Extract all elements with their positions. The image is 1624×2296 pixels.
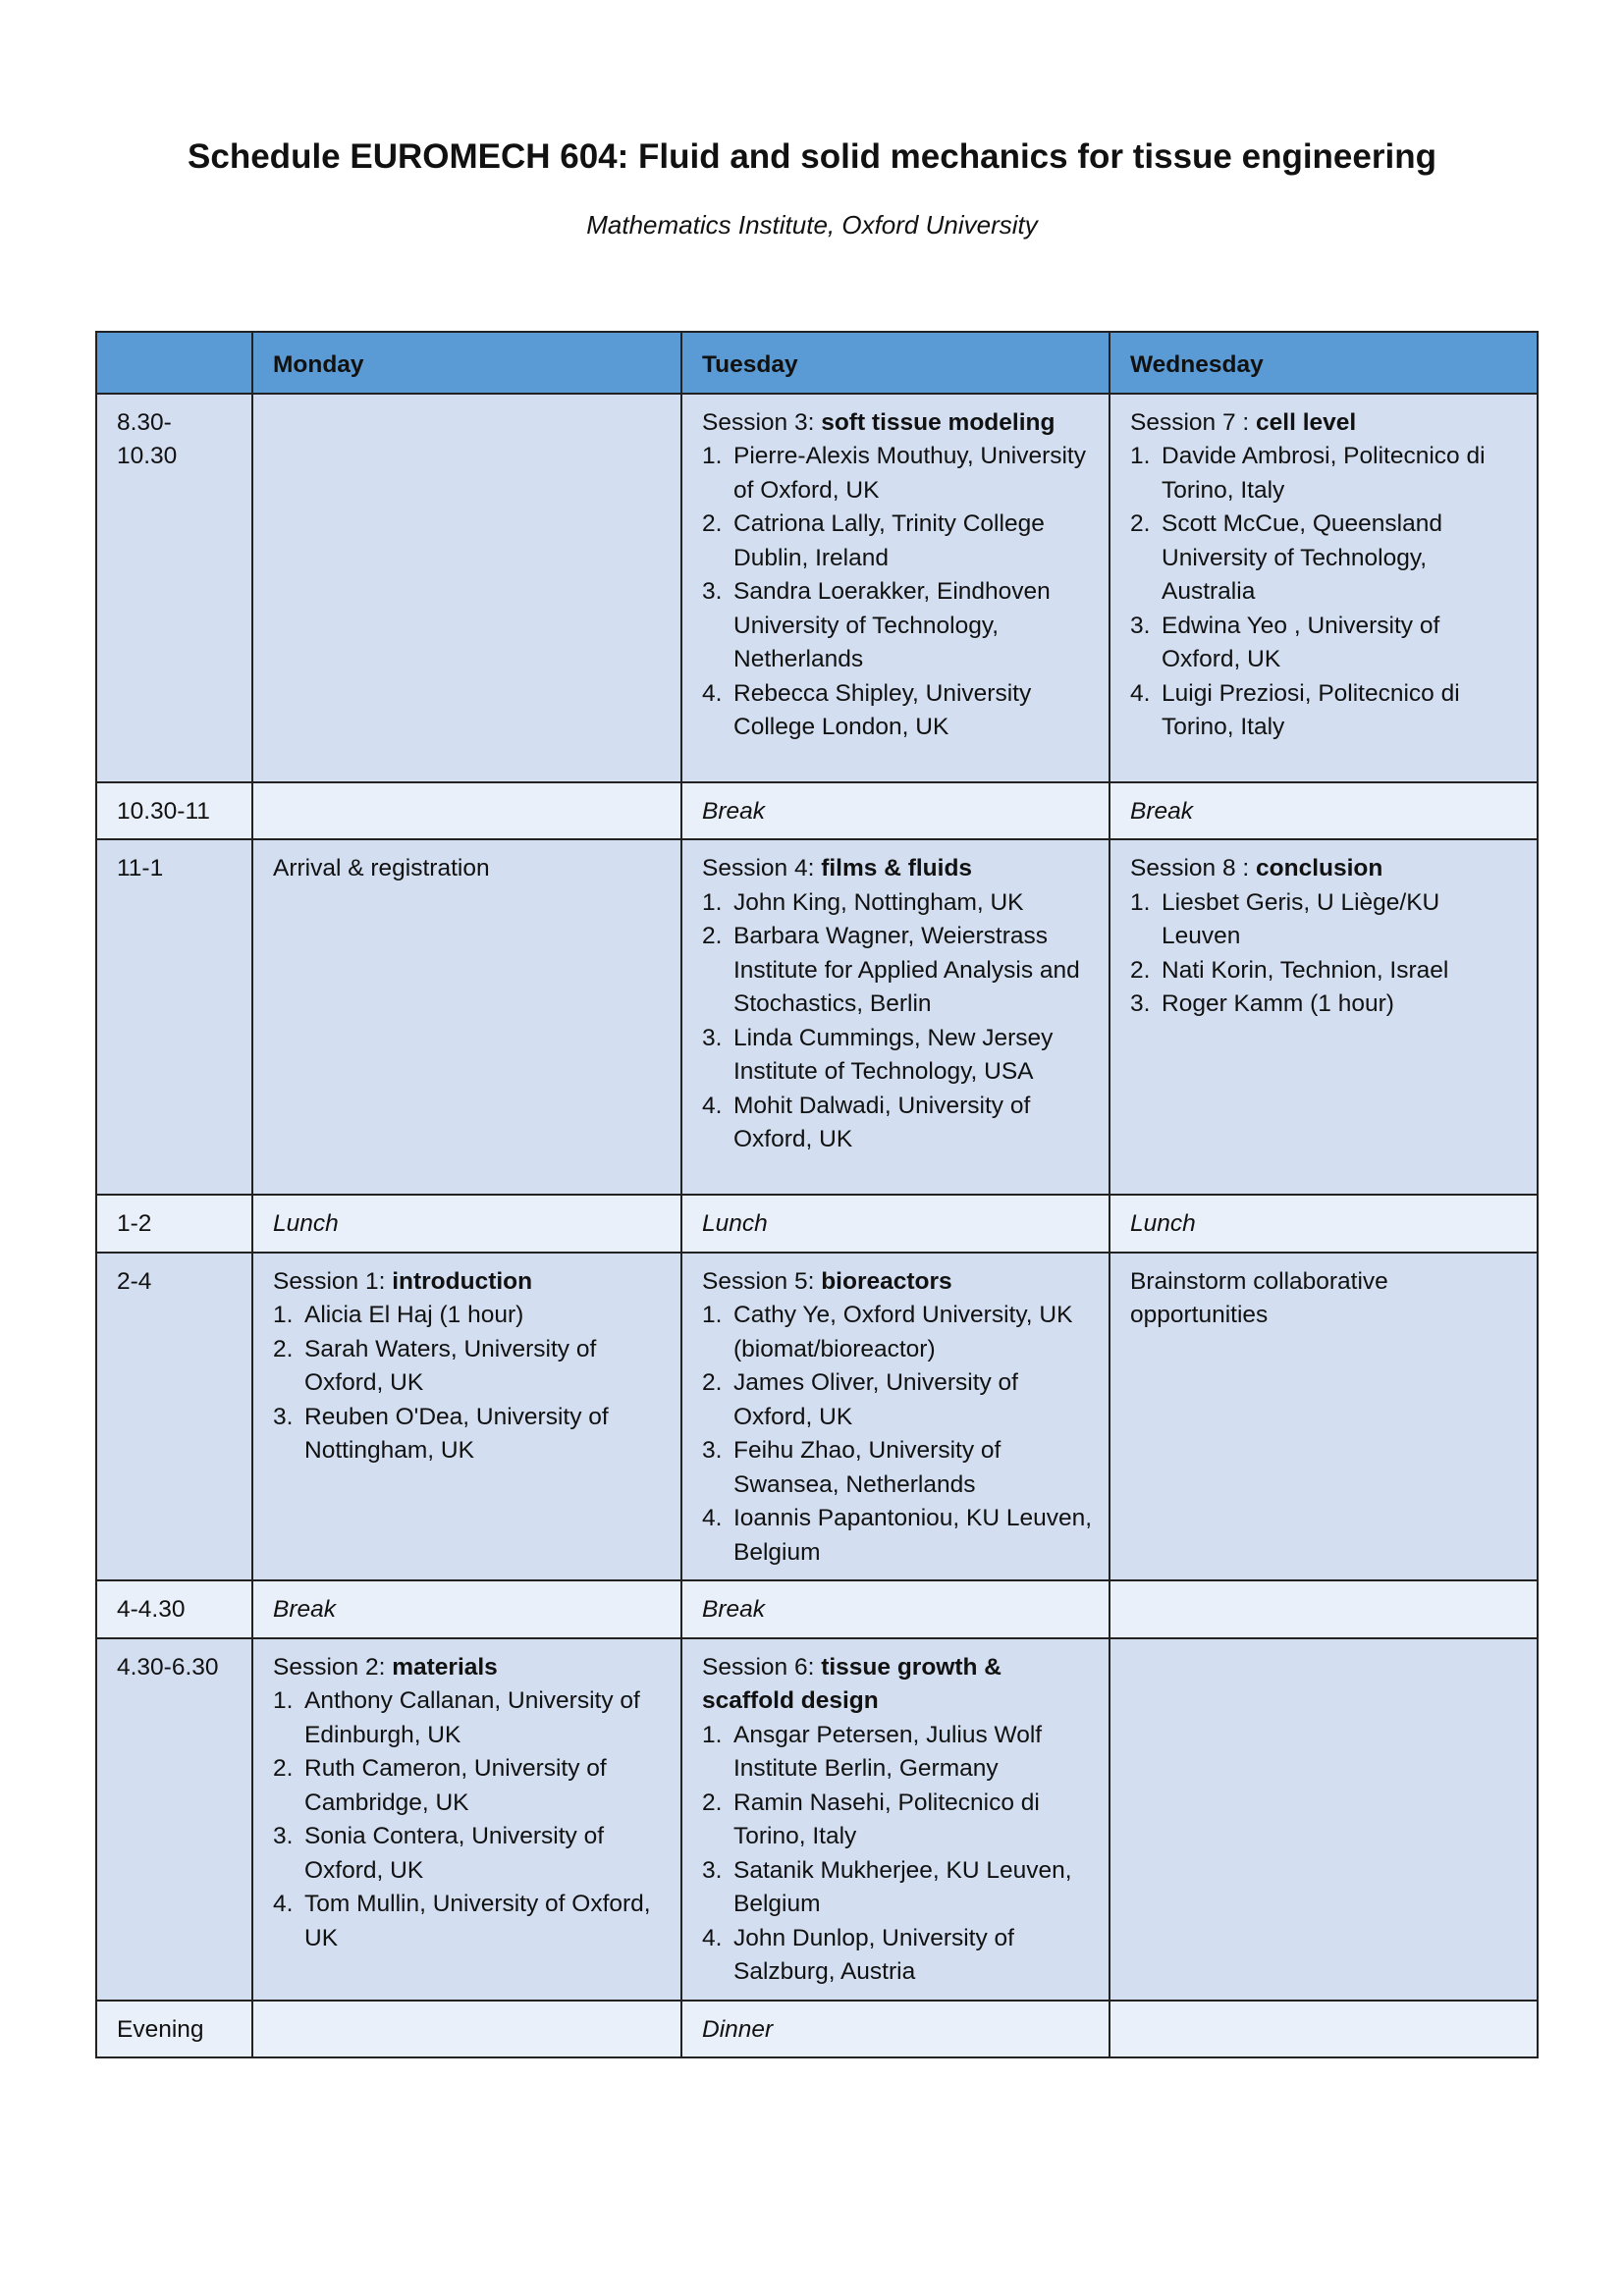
speaker-number: 1. [702, 1721, 723, 1748]
speaker-name: Sonia Contera, University of Oxford, UK [304, 1823, 605, 1884]
speaker-item [1130, 507, 1521, 610]
schedule-row [96, 1638, 1538, 2001]
speaker-name: Reuben O'Dea, University of Nottingham, UK [304, 1403, 609, 1464]
speaker-number: 2. [273, 1335, 294, 1362]
break-cell [1110, 782, 1538, 840]
header-day: Wednesday [1110, 332, 1538, 394]
speaker-number: 2. [702, 1369, 723, 1396]
time-slot: Evening [96, 2001, 252, 2058]
session-number: Session 2: [273, 1653, 393, 1681]
speaker-name: Satanik Mukherjee, KU Leuven, Belgium [733, 1856, 1072, 1917]
speaker-name: Cathy Ye, Oxford University, UK (biomat/bioreactor) [733, 1302, 1073, 1362]
schedule-row [96, 782, 1538, 840]
speaker-number: 3. [273, 1403, 294, 1430]
speaker-name: Davide Ambrosi, Politecnico di Torino, Italy [1162, 443, 1486, 504]
session-topic: introduction [392, 1267, 533, 1295]
speaker-number: 3. [702, 1437, 723, 1464]
speaker-number: 3. [702, 578, 723, 605]
session-heading [273, 1651, 665, 1685]
session-number: Session 3: [702, 408, 822, 436]
session-topic: tissue growth & scaffold design [702, 1653, 1001, 1714]
break-cell [252, 1195, 681, 1253]
speaker-number: 3. [702, 1024, 723, 1051]
speaker-item [1130, 610, 1521, 677]
speaker-list [702, 1299, 1093, 1570]
break-label: Lunch [273, 1210, 339, 1237]
speaker-list [702, 440, 1093, 745]
session-heading [702, 1265, 1093, 1300]
session-cell [1110, 839, 1538, 1195]
speaker-item [702, 1299, 1093, 1366]
speaker-item [702, 575, 1093, 677]
speaker-name: Scott McCue, Queensland University of Technology, Australia [1162, 510, 1442, 605]
schedule-row [96, 1195, 1538, 1253]
speaker-item [702, 1922, 1093, 1990]
break-label: Dinner [702, 2015, 774, 2043]
speaker-number: 1. [1130, 888, 1151, 916]
session-heading [702, 406, 1093, 441]
speaker-name: Ruth Cameron, University of Cambridge, UK [304, 1755, 607, 1816]
break-label: Lunch [1130, 1210, 1196, 1237]
speaker-number: 3. [273, 1823, 294, 1849]
speaker-name: Anthony Callanan, University of Edinburgh, UK [304, 1687, 640, 1748]
speaker-number: 1. [702, 443, 723, 469]
time-slot: 11-1 [96, 839, 252, 1195]
session-cell [252, 1253, 681, 1581]
speaker-item [702, 1434, 1093, 1502]
time-slot: 1-2 [96, 1195, 252, 1253]
speaker-name: John Dunlop, University of Salzburg, Austria [733, 1924, 1014, 1985]
schedule-row [96, 839, 1538, 1195]
speaker-item [702, 1854, 1093, 1922]
speaker-number: 1. [702, 888, 723, 916]
break-cell [681, 782, 1110, 840]
session-cell [681, 1253, 1110, 1581]
activity-label: Brainstorm collaborative opportunities [1130, 1267, 1388, 1328]
empty-cell [252, 394, 681, 782]
speaker-number: 2. [1130, 956, 1151, 984]
speaker-item [273, 1333, 665, 1401]
break-label: Break [702, 797, 766, 825]
session-cell [681, 839, 1110, 1195]
speaker-number: 3. [1130, 990, 1151, 1017]
speaker-item [273, 1684, 665, 1752]
speaker-name: Nati Korin, Technion, Israel [1162, 956, 1449, 984]
speaker-name: Catriona Lally, Trinity College Dublin, Ireland [733, 510, 1045, 571]
speaker-name: Ansgar Petersen, Julius Wolf Institute Berlin, Germany [733, 1721, 1043, 1782]
speaker-item [273, 1299, 665, 1333]
session-number: Session 7 : [1130, 408, 1257, 436]
time-slot: 2-4 [96, 1253, 252, 1581]
speaker-name: Feihu Zhao, University of Swansea, Netherlands [733, 1437, 1001, 1498]
empty-cell [252, 782, 681, 840]
activity-label: Arrival & registration [273, 855, 490, 881]
session-cell [681, 394, 1110, 782]
speaker-item [702, 1502, 1093, 1570]
time-slot: 8.30- 10.30 [96, 394, 252, 782]
break-cell [681, 2001, 1110, 2058]
speaker-number: 4. [702, 1505, 723, 1531]
schedule-row [96, 1253, 1538, 1581]
session-cell [252, 1638, 681, 2001]
session-topic: films & fluids [821, 855, 973, 881]
speaker-number: 4. [1130, 679, 1151, 707]
speaker-number: 2. [1130, 510, 1151, 537]
time-slot: 10.30-11 [96, 782, 252, 840]
speaker-name: Sandra Loerakker, Eindhoven University of Technology, Netherlands [733, 578, 1051, 672]
session-heading [702, 852, 1093, 886]
speaker-list [273, 1299, 665, 1468]
speaker-list [1130, 886, 1521, 1022]
session-number: Session 8 : [1130, 855, 1257, 881]
speaker-name: Liesbet Geris, U Liège/KU Leuven [1162, 888, 1440, 949]
session-topic: conclusion [1256, 855, 1383, 881]
speaker-number: 1. [273, 1687, 294, 1714]
speaker-item [273, 1401, 665, 1468]
speaker-name: Rebecca Shipley, University College London, UK [733, 679, 1032, 740]
speaker-item [273, 1820, 665, 1888]
speaker-item [702, 1719, 1093, 1787]
page-subtitle: Mathematics Institute, Oxford University [586, 210, 1038, 240]
speaker-name: John King, Nottingham, UK [733, 888, 1024, 916]
session-topic: materials [392, 1653, 498, 1681]
speaker-name: Alicia El Haj (1 hour) [304, 1302, 524, 1328]
speaker-item [702, 677, 1093, 745]
break-cell [681, 1195, 1110, 1253]
activity-cell [1110, 1253, 1538, 1581]
speaker-item [1130, 988, 1521, 1022]
header-time [96, 332, 252, 394]
time-slot: 4-4.30 [96, 1580, 252, 1638]
speaker-name: Edwina Yeo , University of Oxford, UK [1162, 612, 1440, 672]
speaker-name: Pierre-Alexis Mouthuy, University of Oxford, UK [733, 443, 1086, 504]
break-label: Break [1130, 797, 1194, 825]
session-topic: soft tissue modeling [821, 408, 1056, 436]
speaker-name: Tom Mullin, University of Oxford, UK [304, 1891, 651, 1951]
session-number: Session 1: [273, 1267, 393, 1295]
speaker-number: 4. [702, 679, 723, 707]
schedule-table [95, 331, 1539, 2058]
speaker-item [702, 920, 1093, 1022]
speaker-number: 1. [702, 1302, 723, 1328]
empty-cell [1110, 1580, 1538, 1638]
time-slot: 4.30-6.30 [96, 1638, 252, 2001]
speaker-number: 4. [702, 1092, 723, 1119]
speaker-number: 2. [273, 1755, 294, 1782]
session-number: Session 6: [702, 1653, 822, 1681]
speaker-number: 1. [273, 1302, 294, 1328]
speaker-name: Ioannis Papantoniou, KU Leuven, Belgium [733, 1505, 1093, 1566]
break-cell [681, 1580, 1110, 1638]
speaker-item [1130, 954, 1521, 988]
speaker-number: 4. [702, 1924, 723, 1951]
speaker-item [702, 1787, 1093, 1854]
speaker-number: 1. [1130, 443, 1151, 469]
break-label: Break [702, 1596, 766, 1623]
session-cell [1110, 394, 1538, 782]
speaker-number: 3. [702, 1856, 723, 1884]
speaker-name: Sarah Waters, University of Oxford, UK [304, 1335, 597, 1396]
speaker-list [1130, 440, 1521, 745]
break-cell [1110, 1195, 1538, 1253]
schedule-body [96, 394, 1538, 2058]
speaker-list [273, 1684, 665, 1955]
speaker-name: Roger Kamm (1 hour) [1162, 990, 1394, 1017]
speaker-item [702, 507, 1093, 575]
speaker-name: Linda Cummings, New Jersey Institute of Technology, USA [733, 1024, 1054, 1085]
speaker-name: James Oliver, University of Oxford, UK [733, 1369, 1018, 1430]
speaker-list [702, 886, 1093, 1157]
speaker-name: Barbara Wagner, Weierstrass Institute for Applied Analysis and Stochastics, Berlin [733, 923, 1080, 1017]
header-day: Tuesday [681, 332, 1110, 394]
session-heading [702, 1651, 1093, 1719]
speaker-item [1130, 440, 1521, 507]
session-heading [1130, 406, 1521, 441]
speaker-item [702, 440, 1093, 507]
speaker-item [1130, 886, 1521, 954]
break-label: Break [273, 1596, 337, 1623]
empty-cell [1110, 2001, 1538, 2058]
speaker-item [702, 1366, 1093, 1434]
speaker-number: 2. [702, 1789, 723, 1816]
session-cell [681, 1638, 1110, 2001]
speaker-name: Luigi Preziosi, Politecnico di Torino, Italy [1162, 679, 1460, 740]
break-cell [252, 1580, 681, 1638]
session-heading [273, 1265, 665, 1300]
session-number: Session 4: [702, 855, 822, 881]
speaker-item [702, 886, 1093, 921]
speaker-name: Ramin Nasehi, Politecnico di Torino, Italy [733, 1789, 1040, 1849]
header-day: Monday [252, 332, 681, 394]
speaker-number: 2. [702, 510, 723, 537]
speaker-item [273, 1888, 665, 1955]
speaker-item [273, 1752, 665, 1820]
schedule-row [96, 2001, 1538, 2058]
speaker-item [1130, 677, 1521, 745]
session-topic: cell level [1256, 408, 1357, 436]
speaker-item [702, 1090, 1093, 1157]
page-title: Schedule EUROMECH 604: Fluid and solid mechanics for tissue engineering [188, 137, 1436, 176]
schedule-row [96, 394, 1538, 782]
break-label: Lunch [702, 1210, 768, 1237]
empty-cell [252, 2001, 681, 2058]
speaker-number: 4. [273, 1891, 294, 1917]
session-topic: bioreactors [821, 1267, 952, 1295]
schedule-row [96, 1580, 1538, 1638]
header-row [96, 332, 1538, 394]
activity-cell [252, 839, 681, 1195]
empty-cell [1110, 1638, 1538, 2001]
speaker-item [702, 1022, 1093, 1090]
speaker-number: 3. [1130, 612, 1151, 639]
session-number: Session 5: [702, 1267, 822, 1295]
speaker-list [702, 1719, 1093, 1990]
speaker-name: Mohit Dalwadi, University of Oxford, UK [733, 1092, 1031, 1152]
speaker-number: 2. [702, 923, 723, 949]
session-heading [1130, 852, 1521, 886]
